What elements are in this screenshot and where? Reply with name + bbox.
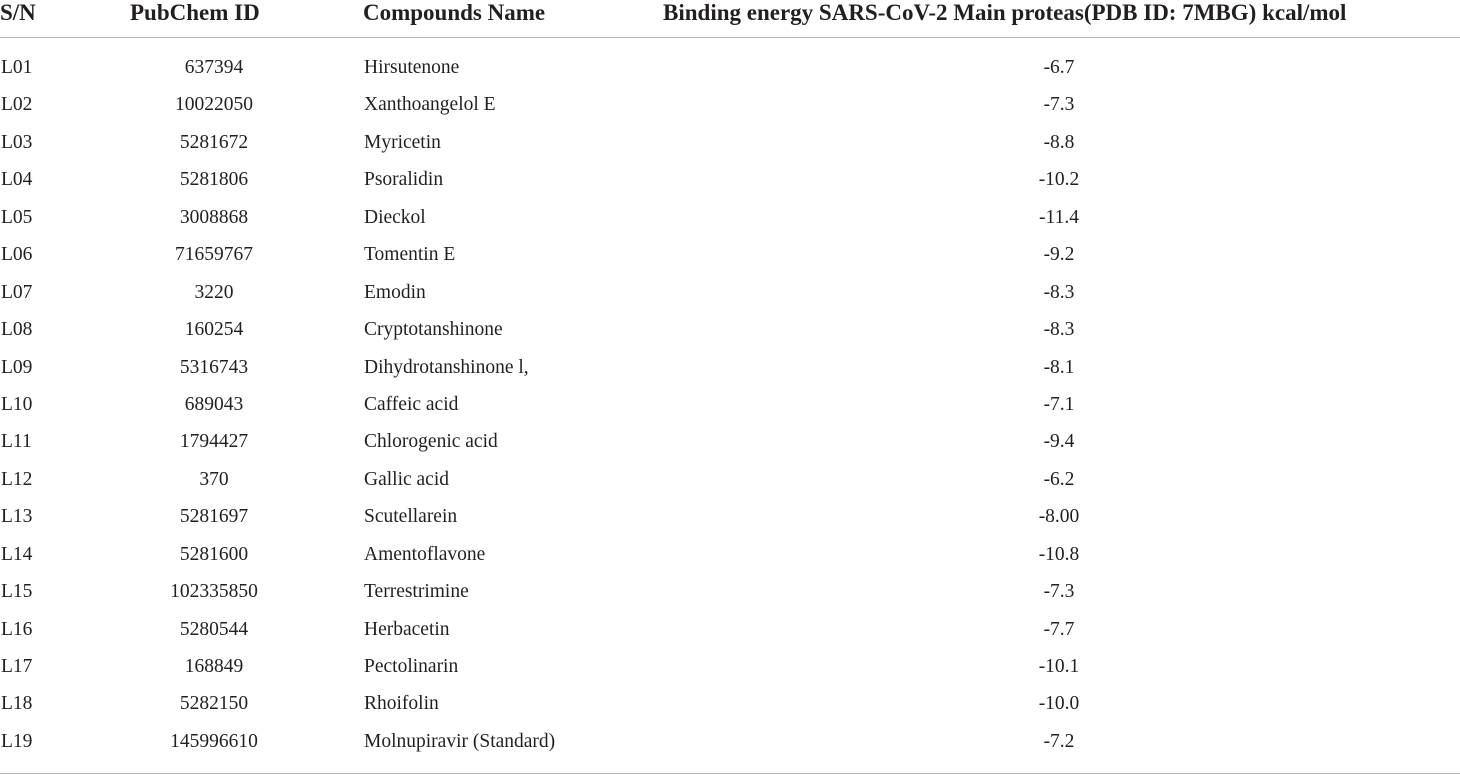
cell-sn: L12 [1,468,33,490]
table-row [0,600,1460,640]
cell-binding-energy: -7.2 [1043,730,1075,752]
header-pubchem-id: PubChem ID [130,0,260,25]
header-compound-name: Compounds Name [363,0,546,25]
cell-pubchem-id: 71659767 [175,244,253,266]
cell-pubchem-id: 145996610 [170,730,258,752]
cell-compound-name: Psoralidin [364,169,444,191]
cell-pubchem-id: 3220 [194,281,234,303]
header-binding-energy: Binding energy SARS-CoV-2 Main proteas(PDB ID: 7MBG) kcal/mol [663,0,1347,25]
cell-pubchem-id: 168849 [184,656,244,677]
cell-sn: L15 [1,581,33,603]
cell-compound-name: Gallic acid [364,468,449,490]
table-row [0,562,1460,603]
cell-sn: L01 [1,57,33,78]
cell-compound-name: Tomentin E [364,244,456,266]
cell-binding-energy: -8.3 [1043,281,1075,303]
cell-binding-energy: -10.1 [1038,656,1080,677]
table-row [0,113,1460,153]
cell-pubchem-id: 5280544 [179,618,249,640]
cell-compound-name: Chlorogenic acid [364,431,498,453]
cell-compound-name: Pectolinarin [364,656,459,677]
cell-binding-energy: -10.8 [1038,543,1080,565]
table-row [0,75,1460,116]
cell-binding-energy: -6.7 [1043,57,1075,78]
cell-pubchem-id: 637394 [184,57,244,78]
cell-binding-energy: -9.4 [1043,431,1075,453]
table-body [0,38,1460,752]
table-header-row [0,0,1460,38]
cell-sn: L02 [1,94,33,116]
cell-sn: L19 [1,730,33,752]
cell-compound-name: Dihydrotanshinone l, [364,356,529,378]
cell-pubchem-id: 3008868 [179,206,249,228]
cell-binding-energy: -6.2 [1043,468,1075,490]
cell-sn: L14 [1,543,33,565]
cell-sn: L05 [1,206,33,228]
cell-compound-name: Molnupiravir (Standard) [364,730,556,752]
cell-compound-name: Terrestrimine [364,581,469,603]
cell-pubchem-id: 5316743 [179,356,249,378]
cell-sn: L17 [1,656,33,677]
cell-compound-name: Scutellarein [364,506,458,528]
table-row [0,38,1460,78]
cell-sn: L03 [1,131,33,153]
table-bottom-rule [0,773,1460,774]
table-row [0,225,1460,266]
cell-binding-energy: -11.4 [1039,206,1079,228]
cell-compound-name: Rhoifolin [364,693,439,715]
table-row [0,412,1460,453]
cell-pubchem-id: 160254 [184,319,244,341]
cell-binding-energy: -8.3 [1043,319,1075,341]
cell-pubchem-id: 1794427 [179,431,249,453]
cell-pubchem-id: 10022050 [175,94,253,116]
cell-binding-energy: -8.00 [1038,506,1080,528]
table-row [0,150,1460,191]
cell-pubchem-id: 370 [199,468,229,490]
table-row [0,712,1460,752]
table-row [0,674,1460,715]
cell-compound-name: Myricetin [364,131,441,153]
cell-sn: L08 [1,319,33,341]
table-row [0,263,1460,303]
table-row [0,188,1460,228]
cell-pubchem-id: 5281672 [179,131,249,153]
cell-sn: L07 [1,281,33,303]
cell-pubchem-id: 5281600 [179,543,249,565]
cell-binding-energy: -7.3 [1043,94,1075,116]
table-row [0,525,1460,565]
table-row [0,450,1460,490]
cell-sn: L16 [1,618,33,640]
cell-sn: L18 [1,693,33,715]
cell-compound-name: Amentoflavone [364,543,486,565]
cell-compound-name: Emodin [364,281,426,303]
cell-pubchem-id: 5281697 [179,506,249,528]
cell-binding-energy: -7.1 [1043,393,1075,415]
cell-binding-energy: -8.8 [1043,131,1075,153]
cell-sn: L04 [1,169,33,191]
cell-sn: L10 [1,393,33,415]
table-row [0,338,1460,378]
cell-binding-energy: -10.0 [1038,693,1080,715]
table-row [0,300,1460,341]
cell-binding-energy: -9.2 [1043,244,1075,266]
table-row [0,637,1460,677]
cell-sn: L09 [1,356,33,378]
cell-compound-name: Caffeic acid [364,393,459,415]
cell-sn: L13 [1,506,33,528]
table-row [0,375,1460,415]
cell-compound-name: Herbacetin [364,618,450,640]
cell-compound-name: Hirsutenone [364,57,460,78]
cell-pubchem-id: 102335850 [170,581,258,603]
cell-compound-name: Cryptotanshinone [364,319,503,341]
cell-pubchem-id: 689043 [184,393,244,415]
cell-binding-energy: -7.3 [1043,581,1075,603]
table-row [0,487,1460,528]
cell-sn: L06 [1,244,33,266]
cell-binding-energy: -8.1 [1043,356,1075,378]
cell-binding-energy: -10.2 [1038,169,1080,191]
header-sn: S/N [0,0,36,25]
cell-compound-name: Xanthoangelol E [364,94,496,116]
cell-pubchem-id: 5282150 [179,693,249,715]
cell-pubchem-id: 5281806 [179,169,249,191]
cell-binding-energy: -7.7 [1043,618,1075,640]
cell-compound-name: Dieckol [364,206,426,228]
cell-sn: L11 [1,431,32,453]
